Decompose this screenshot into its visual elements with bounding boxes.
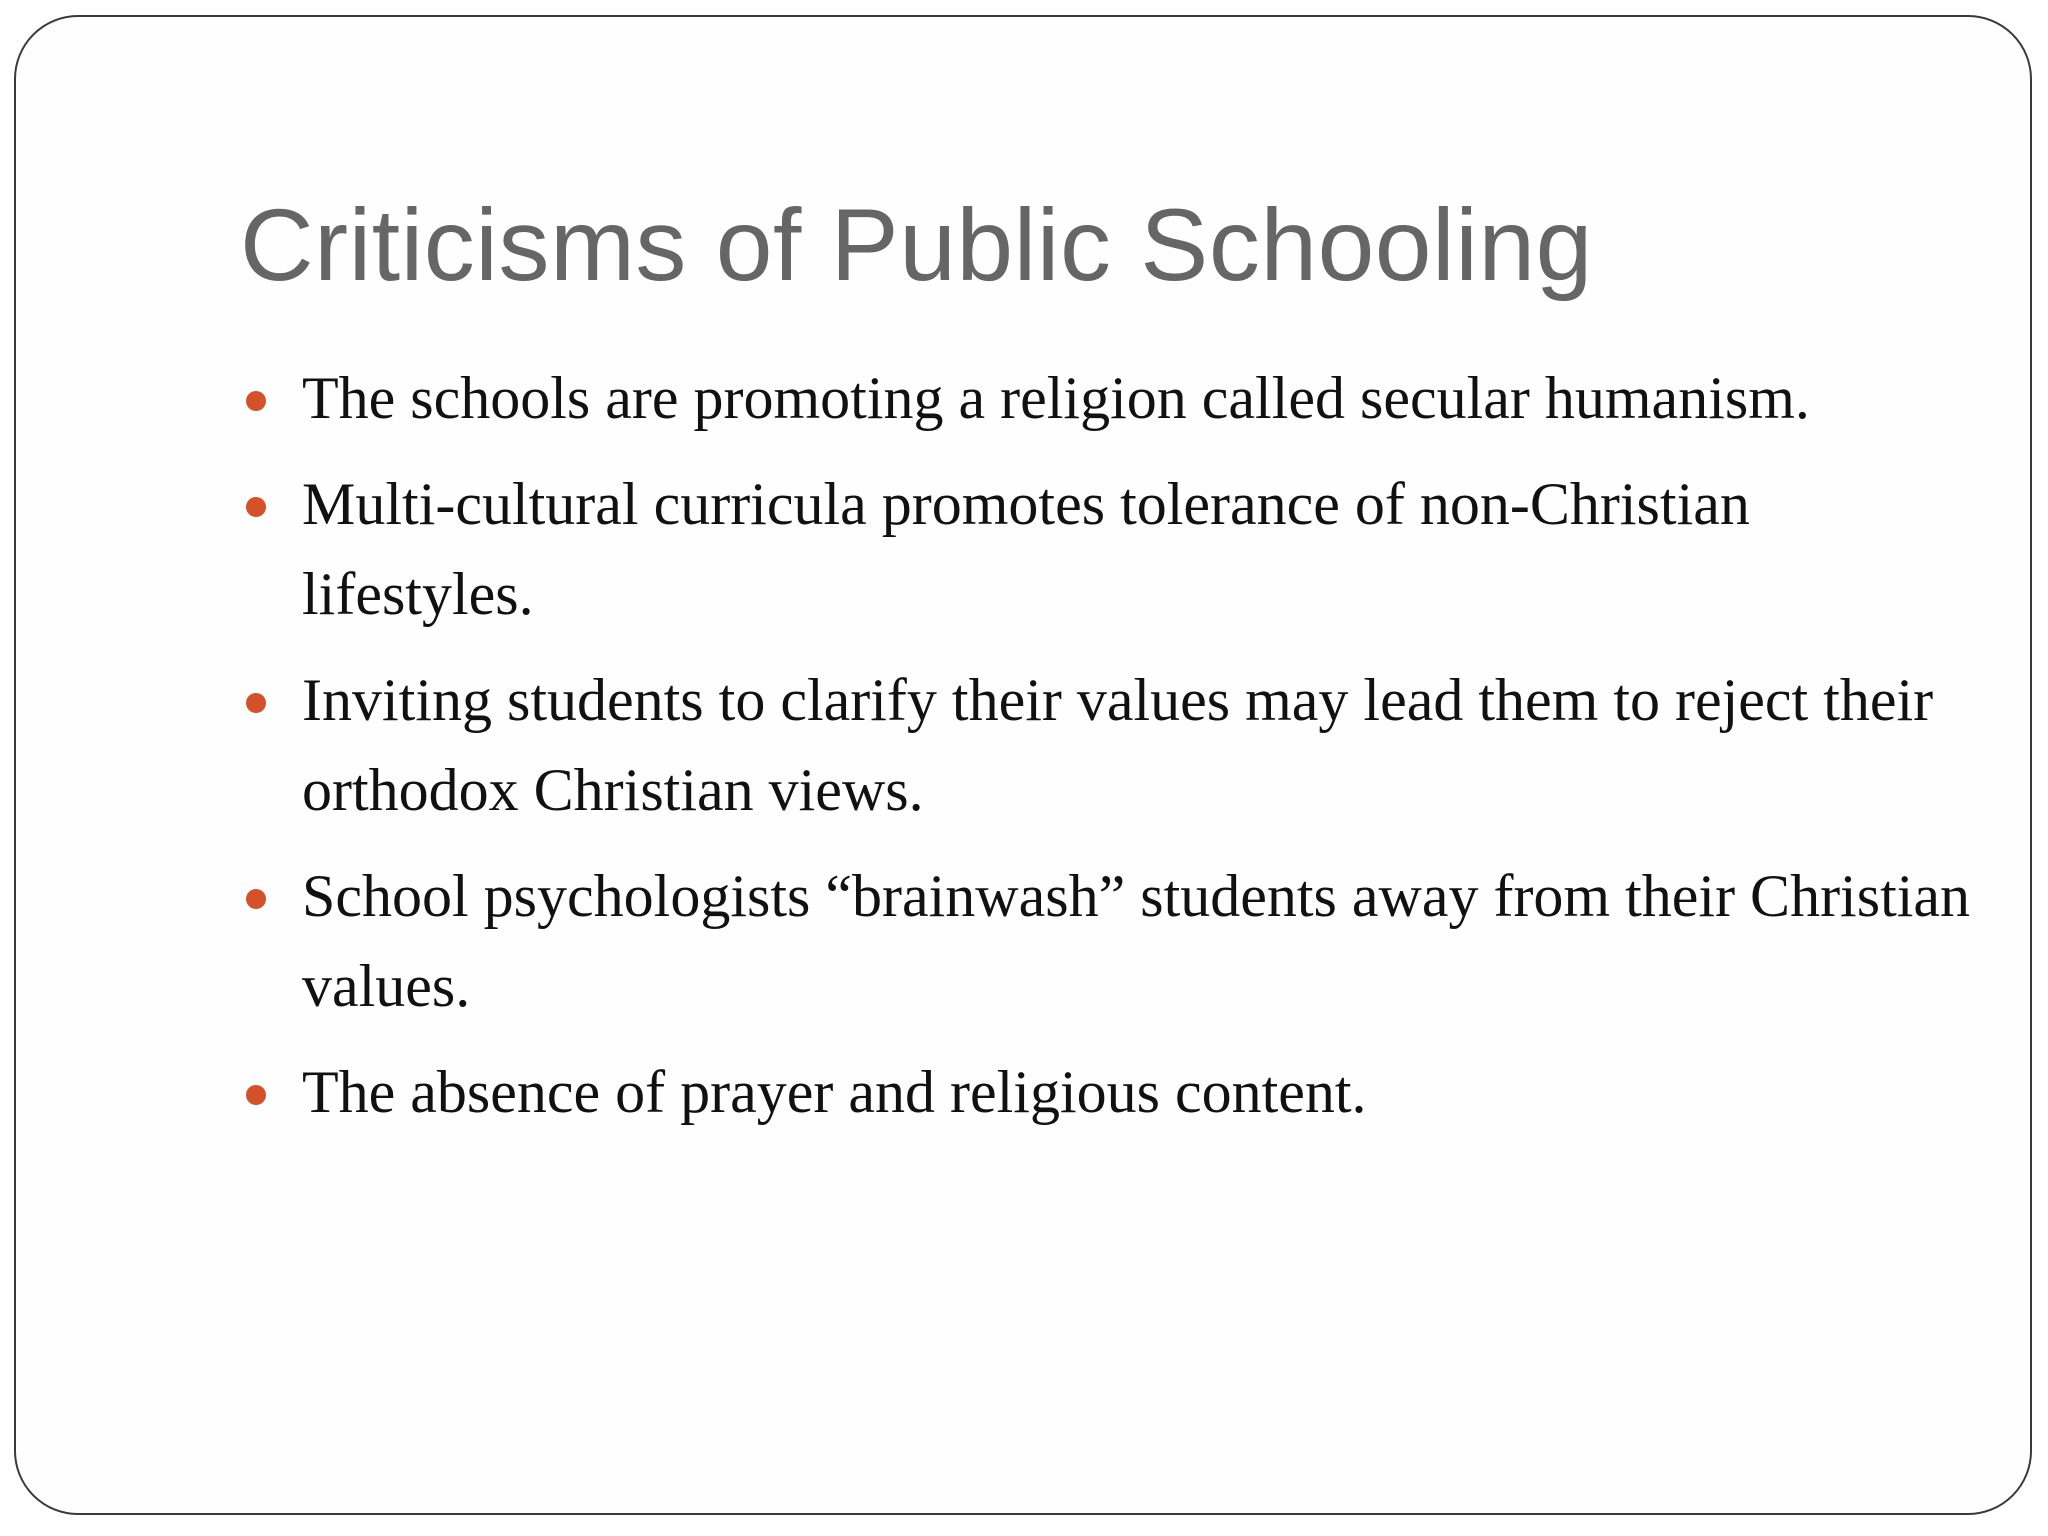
bullet-dot-icon [246,693,266,713]
bullet-item [246,1047,1986,1137]
bullet-text: The absence of prayer and religious content. [302,1059,1367,1125]
bullet-text: Inviting students to clarify their values may lead them to reject their orthodox Christian views. [302,667,1934,823]
bullet-text: Multi-cultural curricula promotes tolerance of non-Christian lifestyles. [302,471,1750,627]
bullet-text: School psychologists “brainwash” students away from their Christian values. [302,863,1971,1019]
bullet-item [246,851,1986,1031]
slide-title: Criticisms of Public Schooling [240,188,1593,302]
slide [14,15,2032,1515]
bullet-dot-icon [246,391,266,411]
bullet-text: The schools are promoting a religion called secular humanism. [302,365,1810,431]
bullet-dot-icon [246,1085,266,1105]
bullet-item [246,353,1986,443]
bullet-item [246,655,1986,835]
bullet-dot-icon [246,497,266,517]
bullet-dot-icon [246,889,266,909]
bullet-item [246,459,1986,639]
bullet-list [246,353,1986,1153]
